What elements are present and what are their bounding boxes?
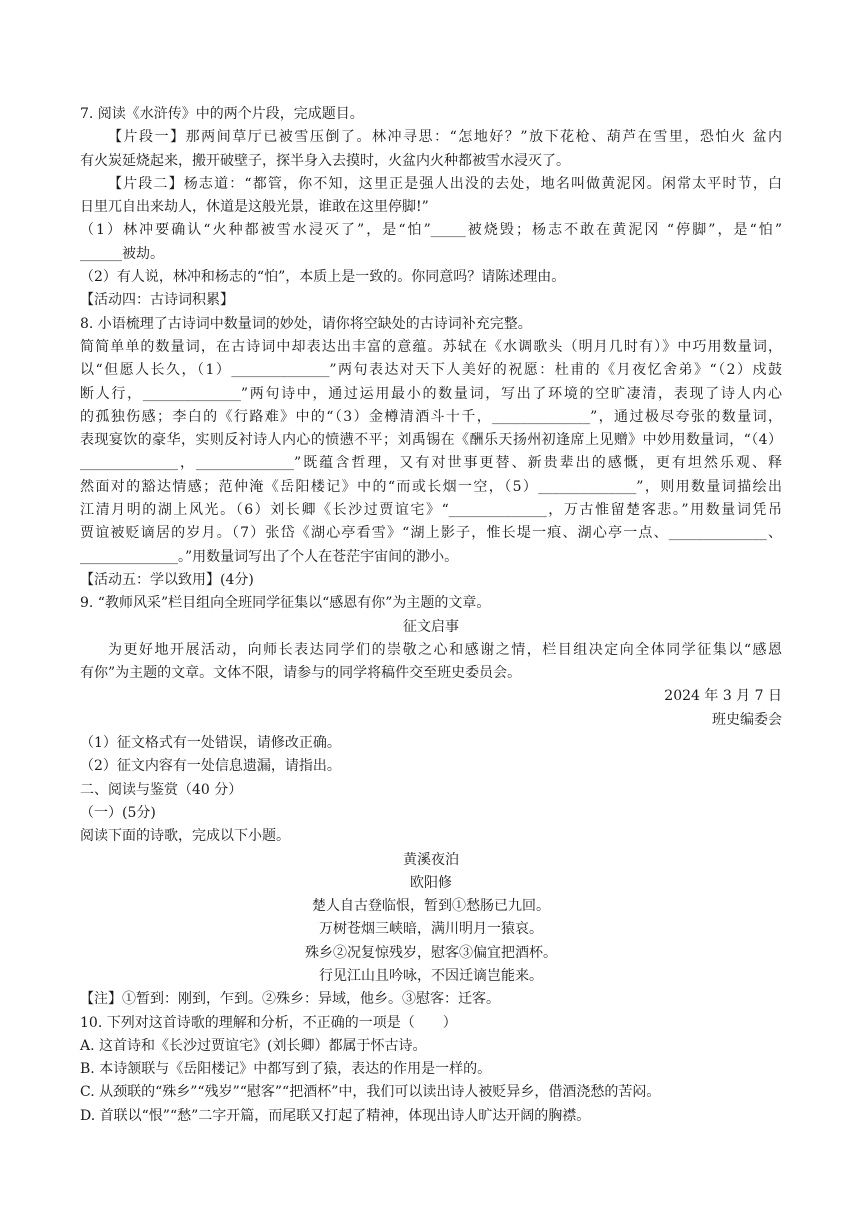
q8-line: 以“但愿人长久，（1）______________”两句表达对天下人美好的祝愿：杜甫的《月夜忆舍弟》“（2）戍鼓 bbox=[80, 362, 782, 379]
notice-title: 征文启事 bbox=[403, 618, 459, 635]
q7-passage1-line1: 【片段一】那两间草厅已被雪压倒了。林冲寻思：“怎地好？”放下花枪、葫芦在雪里，恐怕火 盆内 bbox=[108, 129, 782, 146]
notice-body-line2: 有你”为主题的文章。文体不限，请参与的同学将稿件交至班史委员会。 bbox=[80, 665, 522, 682]
poem-line: 万树苍烟三峡暗，满川明月一猿哀。 bbox=[319, 921, 543, 938]
q10-option-c: C. 从颈联的“殊乡”“残岁”“慰客”“把酒杯”中，我们可以读出诗人被贬异乡，借酒浇愁的苦闷。 bbox=[80, 1084, 661, 1101]
q8-line: 表现宴饮的豪华，实则反衬诗人内心的愤懑不平；刘禹锡在《酬乐天扬州初逢席上见赠》中妙用数量词，“（4） bbox=[80, 432, 782, 449]
q8-line: 8. 小语梳理了古诗词中数量词的妙处，请你将空缺处的古诗词补充完整。 bbox=[80, 315, 532, 332]
q8-line: ______________。”用数量词写出了个人在苍茫宇宙间的渺小。 bbox=[80, 548, 459, 565]
q7-sub2: （2）有人说，林冲和杨志的“怕”，本质上是一致的。你同意吗？请陈述理由。 bbox=[80, 269, 566, 286]
q8-line: 江清月明的湖上风光。（6）刘长卿《长沙过贾谊宅》“______________，万古惟留楚客悲。”用数量词凭吊 bbox=[80, 502, 782, 519]
activity5-heading: 【活动五：学以致用】(4分) bbox=[80, 571, 254, 588]
q7-title: 7. 阅读《水浒传》中的两个片段，完成题目。 bbox=[80, 106, 364, 122]
q8-line: 断人行，______________”两句诗中，通过运用最小的数量词，写出了环境的空旷凄清，表现了诗人内心 bbox=[80, 385, 782, 402]
q10-option-a: A. 这首诗和《长沙过贾谊宅》(刘长卿）都属于怀古诗。 bbox=[80, 1037, 427, 1054]
poem-author: 欧阳修 bbox=[410, 874, 452, 891]
notice-date: 2024 年 3 月 7 日 bbox=[664, 688, 782, 705]
q10-stem: 10. 下列对这首诗歌的理解和分析，不正确的一项是（ ） bbox=[80, 1014, 457, 1031]
q7-sub1-line1: （1）林冲要确认“火种都被雪水浸灭了”，是“怕”_____被烧毁；杨志不敢在黄泥冈 “停脚”，是“怕” bbox=[80, 222, 782, 239]
exam-page bbox=[80, 103, 782, 1128]
q8-line: 简简单单的数量词，在古诗词中却表达出丰富的意蕴。苏轼在《水调歌头（明月几时有）》中巧用数量词， bbox=[80, 338, 782, 355]
poem-line: 行见江山且吟咏，不因迁谪岂能来。 bbox=[319, 967, 543, 984]
q8-line: ______________，______________”既蕴含哲理，又有对世事更替、新贵辈出的感慨，更有坦然乐观、释 bbox=[80, 455, 782, 472]
section2-instruction: 阅读下面的诗歌，完成以下小题。 bbox=[80, 828, 290, 845]
notice-signer: 班史编委会 bbox=[712, 711, 782, 728]
q10-option-b: B. 本诗颔联与《岳阳楼记》中都写到了猿，表达的作用是一样的。 bbox=[80, 1061, 492, 1078]
q9-title: 9. “教师风采”栏目组向全班同学征集以“感恩有你”为主题的文章。 bbox=[80, 595, 491, 612]
section2-part1: （一）(5分) bbox=[80, 804, 156, 821]
q7-passage1-line2: 有火炭延烧起来，搬开破壁子，探半身入去摸时，火盆内火种都被雪水浸灭了。 bbox=[80, 152, 570, 169]
notice-body-line1: 为更好地开展活动，向师长表达同学们的崇敬之心和感谢之情，栏目组决定向全体同学征集以“感恩 bbox=[108, 641, 782, 658]
q8-line: 的孤独伤感；李白的《行路难》中的“（3）金樽清酒斗十千，______________”，通过极尽夸张的数量词， bbox=[80, 408, 782, 425]
poem-line: 殊乡②况复惊残岁，慰客③偏宜把酒杯。 bbox=[305, 944, 557, 961]
q9-sub1: （1）征文格式有一处错误，请修改正确。 bbox=[80, 735, 341, 752]
q7-passage2-line1: 【片段二】杨志道：“都管，你不知，这里正是强人出没的去处，地名叫做黄泥冈。闲常太平时节，白 bbox=[108, 175, 782, 192]
q7-sub1-line2: ______被劫。 bbox=[80, 245, 164, 262]
activity4-heading: 【活动四：古诗词积累】 bbox=[80, 292, 234, 309]
q7-passage2-line2: 日里兀自出来劫人，休道是这般光景，谁敢在这里停脚!” bbox=[80, 199, 429, 216]
poem-note: 【注】①暂到：刚到，乍到。②殊乡：异域，他乡。③慰客：迁客。 bbox=[80, 991, 500, 1008]
poem-title: 黄溪夜泊 bbox=[403, 851, 459, 868]
poem-line: 楚人自古登临恨，暂到①愁肠已九回。 bbox=[312, 898, 550, 915]
section2-heading: 二、阅读与鉴赏（40 分） bbox=[80, 781, 243, 798]
q10-option-d: D. 首联以“恨”“愁”二字开篇，而尾联又打起了精神，体现出诗人旷达开阔的胸襟。 bbox=[80, 1107, 591, 1124]
q8-line: 贾谊被贬谪居的岁月。（7）张岱《湖心亭看雪》“湖上影子，惟长堤一痕、湖心亭一点、______________、 bbox=[80, 525, 782, 542]
q8-line: 然面对的豁达情感；范仲淹《岳阳楼记》中的“而或长烟一空，（5）______________”，则用数量词描绘出 bbox=[80, 478, 782, 495]
q9-sub2: （2）征文内容有一处信息遗漏，请指出。 bbox=[80, 758, 341, 775]
